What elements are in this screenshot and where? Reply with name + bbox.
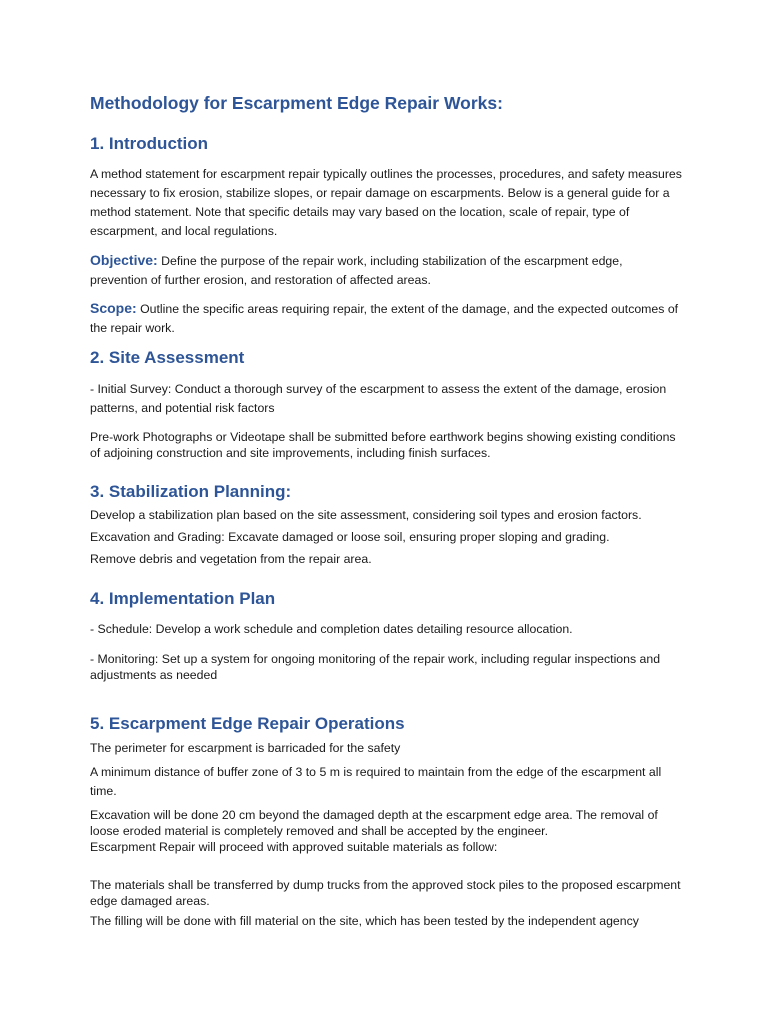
- objective-text: Define the purpose of the repair work, including stabilization of the escarpment edge, prevention of further erosion, and restoration of affected areas.: [90, 254, 623, 287]
- objective-label: Objective:: [90, 252, 158, 268]
- scope-paragraph: [90, 299, 682, 338]
- objective-paragraph: [90, 251, 682, 290]
- intro-paragraph: A method statement for escarpment repair typically outlines the processes, procedures, and safety measures necessary to fix erosion, stabilize slopes, or repair damage on escarpments. Below is a general guide for a method statement. Note that specific details may vary based on the location, scale of repair, type of escarpment, and local regulations.: [90, 167, 682, 238]
- pre-work-paragraph: Pre-work Photographs or Videotape shall be submitted before earthwork begins showing existing conditions of adjoining construction and site improvements, including finish surfaces.: [90, 430, 676, 460]
- excavation-depth-paragraph: Excavation will be done 20 cm beyond the damaged depth at the escarpment edge area. The removal of loose eroded material is completely removed and shall be accepted by the engineer.: [90, 808, 658, 838]
- section-heading-site-assessment: 2. Site Assessment: [90, 348, 245, 367]
- materials-transfer-paragraph: The materials shall be transferred by dump trucks from the approved stock piles to the proposed escarpment edge damaged areas.: [90, 878, 681, 908]
- escarpment-repair-materials-paragraph: Escarpment Repair will proceed with approved suitable materials as follow:: [90, 840, 498, 854]
- scope-text: Outline the specific areas requiring repair, the extent of the damage, and the expected outcomes of the repair work.: [90, 302, 679, 335]
- stabilization-plan-paragraph: Develop a stabilization plan based on the site assessment, considering soil types and erosion factors.: [90, 508, 642, 522]
- section-heading-implementation-plan: 4. Implementation Plan: [90, 589, 276, 608]
- section-heading-stabilization-planning: 3. Stabilization Planning:: [90, 482, 292, 501]
- initial-survey-paragraph: - Initial Survey: Conduct a thorough survey of the escarpment to assess the extent of the damage, erosion patterns, and potential risk factors: [90, 382, 667, 415]
- section-heading-escarpment-edge-repair-operations: 5. Escarpment Edge Repair Operations: [90, 714, 405, 733]
- monitoring-paragraph: - Monitoring: Set up a system for ongoing monitoring of the repair work, including regular inspections and adjustments as needed: [90, 652, 661, 682]
- scope-label: Scope:: [90, 300, 137, 316]
- remove-debris-paragraph: Remove debris and vegetation from the repair area.: [90, 552, 372, 566]
- perimeter-paragraph: The perimeter for escarpment is barricaded for the safety: [90, 741, 401, 755]
- document-title: Methodology for Escarpment Edge Repair Works:: [90, 93, 503, 113]
- excavation-grading-paragraph: Excavation and Grading: Excavate damaged or loose soil, ensuring proper sloping and grading.: [90, 530, 610, 544]
- section-heading-introduction: 1. Introduction: [90, 134, 209, 153]
- filling-paragraph: The filling will be done with fill material on the site, which has been tested by the independent agency: [90, 914, 639, 928]
- schedule-paragraph: - Schedule: Develop a work schedule and completion dates detailing resource allocation.: [90, 622, 573, 636]
- buffer-zone-paragraph: A minimum distance of buffer zone of 3 to 5 m is required to maintain from the edge of the escarpment all time.: [90, 765, 662, 798]
